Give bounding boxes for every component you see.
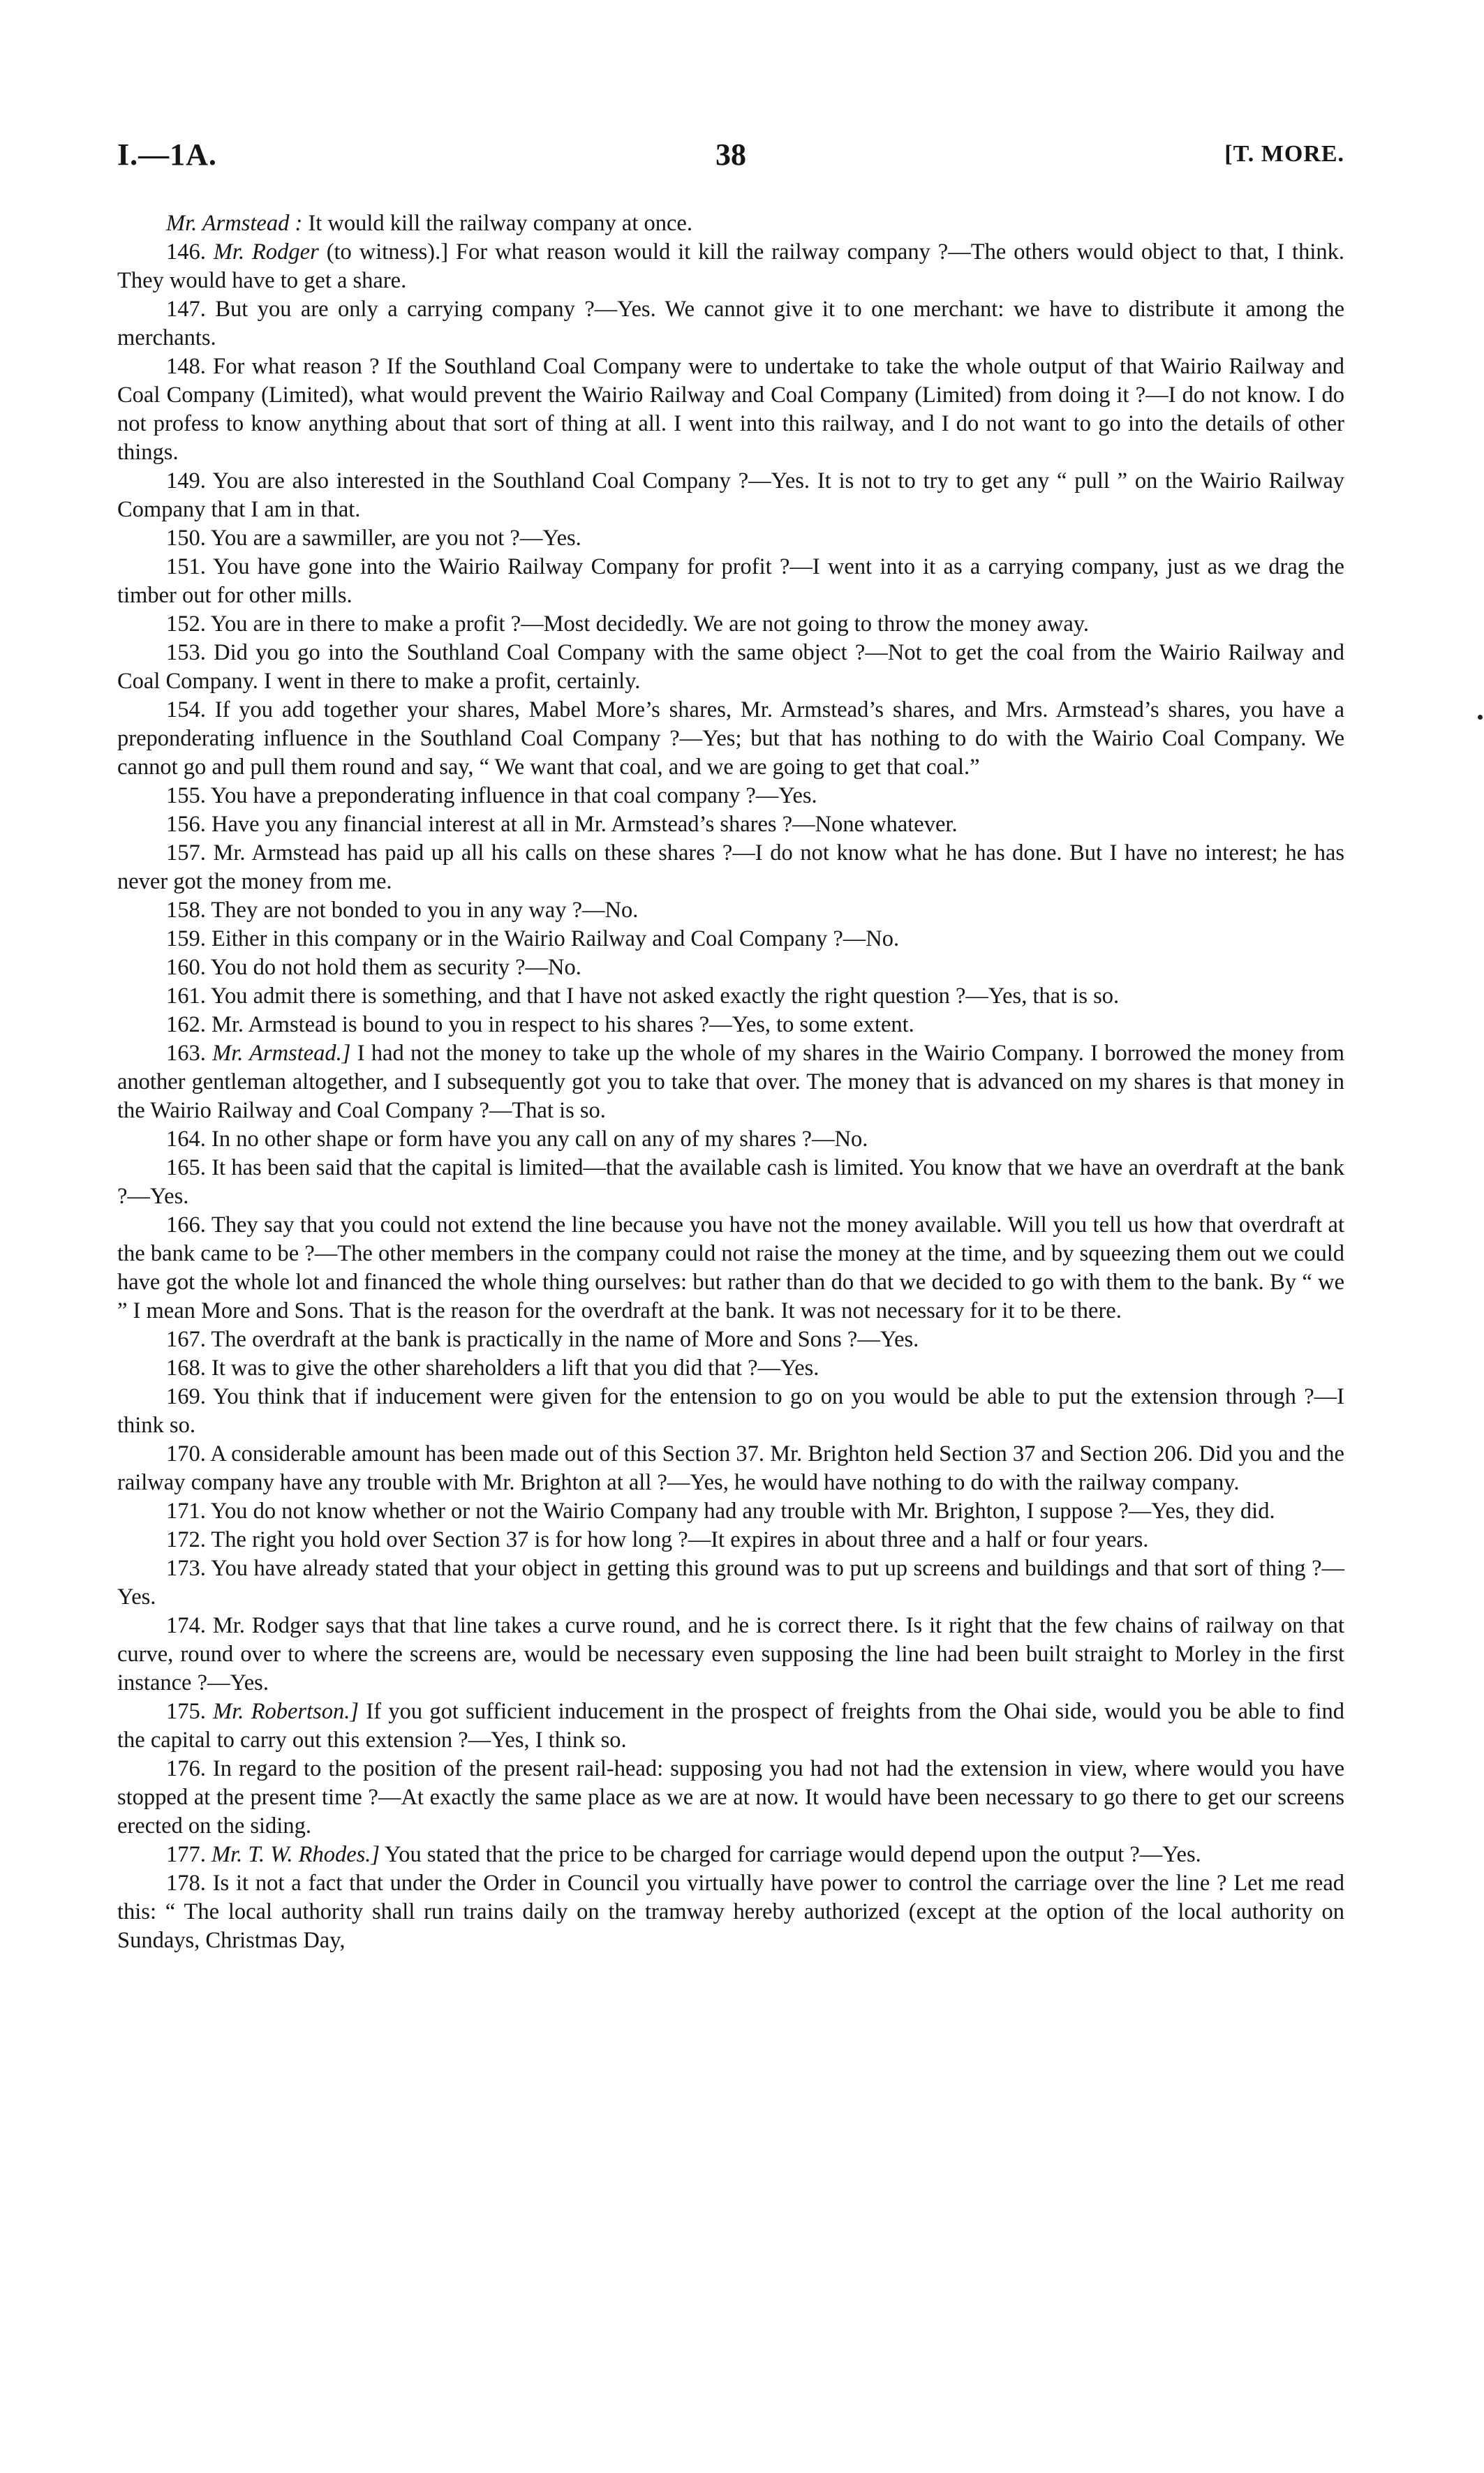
- paragraph-text: Mr. Armstead has paid up all his calls on these shares ?—I do not know what he has done. But I have no interest; he has never got the money from me.: [117, 840, 1345, 894]
- speaker-name: Mr. T. W. Rhodes.]: [212, 1842, 380, 1867]
- question-number: 165.: [166, 1155, 206, 1180]
- testimony-paragraph: [117, 1526, 1344, 1554]
- question-number: 172.: [166, 1527, 206, 1552]
- testimony-paragraph: [117, 953, 1344, 982]
- testimony-paragraph: [117, 896, 1344, 925]
- paragraph-text: Did you go into the Southland Coal Company with the same object ?—Not to get the coal from the Wairio Railway and Coal Company. I went in there to make a profit, certainly.: [117, 640, 1345, 694]
- paragraph-text: You admit there is something, and that I have not asked exactly the right question ?—Yes, that is so.: [210, 983, 1120, 1009]
- paragraph-text: You do not hold them as security ?—No.: [210, 955, 581, 980]
- testimony-paragraph: [117, 209, 1344, 238]
- testimony-paragraph: [117, 839, 1344, 896]
- paragraph-text: In regard to the position of the present rail-head: supposing you had not had the extension in view, where would you have stopped at the present time ?—At exactly the same place as we are at now. It would have been necessary to go there to get our screens erected on the siding.: [117, 1756, 1345, 1839]
- question-number: 152.: [166, 611, 206, 637]
- speaker-name: Mr. Rodger: [213, 239, 319, 265]
- paragraph-text: You have a preponderating influence in that coal company ?—Yes.: [210, 783, 817, 808]
- speaker-name: Mr. Robertson.]: [213, 1699, 359, 1724]
- paragraph-text: It has been said that the capital is limited—that the available cash is limited. You know that we have an overdraft at the bank ?—Yes.: [117, 1155, 1344, 1209]
- question-number: 171.: [166, 1499, 206, 1524]
- testimony-paragraph: [117, 1211, 1344, 1325]
- testimony-paragraph: [117, 352, 1344, 467]
- paragraph-text: In no other shape or form have you any call on any of my shares ?—No.: [212, 1127, 868, 1152]
- question-number: 154.: [166, 697, 206, 722]
- speck-mark: [1478, 715, 1483, 720]
- paragraph-text: You are a sawmiller, are you not ?—Yes.: [210, 526, 581, 551]
- question-number: 170.: [166, 1441, 206, 1466]
- question-number: 175.: [166, 1699, 206, 1724]
- paragraph-text: If you got sufficient inducement in the prospect of freights from the Ohai side, would you be able to find the capital to carry out this extension ?—Yes, I think so.: [117, 1699, 1345, 1753]
- testimony-paragraph: [117, 1383, 1344, 1440]
- question-number: 173.: [166, 1556, 206, 1581]
- paper-reference: I.—1A.: [117, 138, 217, 172]
- paragraph-text: Mr. Rodger says that that line takes a curve round, and he is correct there. Is it right that the few chains of railway on that curve, round over to where the screens are, would be necessary even supposing the line had been built straight to Morley in the first instance ?—Yes.: [117, 1613, 1345, 1695]
- paragraph-text: You think that if inducement were given for the entension to go on you would be able to put the extension through ?—I think so.: [117, 1384, 1344, 1438]
- testimony-paragraph: [117, 782, 1344, 810]
- testimony-paragraph: [117, 1011, 1344, 1039]
- paragraph-text: They are not bonded to you in any way ?—No.: [211, 898, 639, 923]
- paragraph-text: You are in there to make a profit ?—Most decidedly. We are not going to throw the money away.: [210, 611, 1090, 637]
- question-number: 156.: [166, 812, 206, 837]
- testimony-paragraph: [117, 238, 1344, 295]
- paragraph-text: If you add together your shares, Mabel More’s shares, Mr. Armstead’s shares, and Mrs. Armstead’s shares, you have a preponderating influence in the Southland Coal Company ?—Yes; but that has nothing to do with the Wairio Coal Company. We cannot go and pull them round and say, “ We want that coal, and we are going to get that coal.”: [117, 697, 1345, 780]
- testimony-paragraph: [117, 810, 1344, 839]
- page-header: [117, 133, 1344, 181]
- question-number: 176.: [166, 1756, 206, 1781]
- question-number: 155.: [166, 783, 206, 808]
- speaker-name: Mr. Armstead :: [166, 211, 303, 236]
- question-number: 150.: [166, 526, 206, 551]
- paragraph-text: (to witness).] For what reason would it kill the railway company ?—The others would object to that, I think. They would have to get a share.: [117, 239, 1344, 293]
- paragraph-text: You have gone into the Wairio Railway Company for profit ?—I went into it as a carrying company, just as we drag the timber out for other mills.: [117, 554, 1344, 608]
- testimony-paragraph: [117, 1698, 1344, 1755]
- question-number: 159.: [166, 926, 206, 951]
- paragraph-text: Mr. Armstead is bound to you in respect to his shares ?—Yes, to some extent.: [212, 1012, 914, 1037]
- paragraph-text: The overdraft at the bank is practically in the name of More and Sons ?—Yes.: [211, 1327, 919, 1352]
- question-number: 164.: [166, 1127, 206, 1152]
- testimony-paragraph: [117, 524, 1344, 553]
- testimony-paragraph: [117, 696, 1344, 782]
- testimony-paragraph: [117, 925, 1344, 953]
- question-number: 148.: [166, 354, 206, 379]
- paragraph-text: But you are only a carrying company ?—Yes. We cannot give it to one merchant: we have to distribute it among the merchants.: [117, 297, 1345, 350]
- question-number: 151.: [166, 554, 206, 579]
- question-number: 149.: [166, 468, 206, 493]
- question-number: 167.: [166, 1327, 206, 1352]
- paragraph-text: Is it not a fact that under the Order in Council you virtually have power to control the carriage over the line ? Let me read this: “ The local authority shall run trains daily on the tramway hereby authorized (except at the option of the local authority on Sundays, Christmas Day,: [117, 1871, 1344, 1953]
- testimony-paragraph: [117, 1841, 1344, 1869]
- testimony-paragraph: [117, 610, 1344, 639]
- question-number: 153.: [166, 640, 206, 665]
- testimony-paragraph: [117, 1612, 1344, 1698]
- question-number: 168.: [166, 1356, 206, 1381]
- paragraph-text: It would kill the railway company at once.: [302, 211, 692, 236]
- testimony-paragraph: [117, 295, 1344, 352]
- testimony-paragraph: [117, 1554, 1344, 1612]
- testimony-paragraph: [117, 1440, 1344, 1497]
- testimony-paragraph: [117, 1039, 1344, 1125]
- paragraph-text: I had not the money to take up the whole of my shares in the Wairio Company. I borrowed the money from another gentleman altogether, and I subsequently got you to take that over. The money that is advanced on my shares is that money in the Wairio Railway and Coal Company ?—That is so.: [117, 1041, 1344, 1123]
- question-number: 174.: [166, 1613, 206, 1638]
- speaker-name: Mr. Armstead.]: [212, 1041, 351, 1066]
- paragraph-text: For what reason ? If the Southland Coal Company were to undertake to take the whole output of that Wairio Railway and Coal Company (Limited), what would prevent the Wairio Railway and Coal Company (Limited) from doing it ?—I do not know. I do not profess to know anything about that sort of thing at all. I went into this railway, and I do not want to go into the details of other things.: [117, 354, 1344, 465]
- testimony-paragraph: [117, 982, 1344, 1011]
- testimony-paragraph: [117, 467, 1344, 524]
- testimony-paragraph: [117, 553, 1344, 610]
- testimony-paragraph: [117, 1497, 1344, 1526]
- question-number: 161.: [166, 983, 206, 1009]
- question-number: 160.: [166, 955, 206, 980]
- question-number: 163.: [166, 1041, 206, 1066]
- paragraph-text: Have you any financial interest at all in Mr. Armstead’s shares ?—None whatever.: [212, 812, 958, 837]
- question-number: 157.: [166, 840, 206, 866]
- question-number: 147.: [166, 297, 206, 322]
- paragraph-text: You have already stated that your object in getting this ground was to put up screens and buildings and that sort of thing ?—Yes.: [117, 1556, 1344, 1610]
- testimony-paragraph: [117, 1325, 1344, 1354]
- paragraph-text: It was to give the other shareholders a lift that you did that ?—Yes.: [212, 1356, 819, 1381]
- paragraph-text: The right you hold over Section 37 is for how long ?—It expires in about three and a half or four years.: [211, 1527, 1149, 1552]
- testimony-paragraph: [117, 639, 1344, 696]
- paragraph-text: A considerable amount has been made out of this Section 37. Mr. Brighton held Section 37 and Section 206. Did you and the railway company have any trouble with Mr. Brighton at all ?—Yes, he would have nothing to do with the railway company.: [117, 1441, 1344, 1495]
- question-number: 177.: [166, 1842, 206, 1867]
- question-number: 146.: [166, 239, 206, 265]
- paragraph-text: Either in this company or in the Wairio Railway and Coal Company ?—No.: [212, 926, 900, 951]
- paragraph-text: You are also interested in the Southland Coal Company ?—Yes. It is not to try to get any “ pull ” on the Wairio Railway Company that I am in that.: [117, 468, 1344, 522]
- testimony-paragraph: [117, 1125, 1344, 1154]
- testimony-paragraph: [117, 1354, 1344, 1383]
- testimony-paragraph: [117, 1755, 1344, 1841]
- question-number: 169.: [166, 1384, 206, 1409]
- testimony-paragraph: [117, 1869, 1344, 1955]
- document-body: [117, 209, 1344, 1955]
- testimony-paragraph: [117, 1154, 1344, 1211]
- witness-name: [T. MORE.: [1224, 141, 1344, 167]
- page-number: 38: [715, 138, 746, 172]
- question-number: 162.: [166, 1012, 206, 1037]
- paragraph-text: You do not know whether or not the Wairio Company had any trouble with Mr. Brighton, I suppose ?—Yes, they did.: [210, 1499, 1275, 1524]
- question-number: 158.: [166, 898, 206, 923]
- paragraph-text: You stated that the price to be charged for carriage would depend upon the output ?—Yes.: [380, 1842, 1201, 1867]
- paragraph-text: They say that you could not extend the line because you have not the money available. Will you tell us how that overdraft at the bank came to be ?—The other members in the company could not raise the money at the time, and by squeezing them out we could have got the whole lot and financed the whole thing ourselves: but rather than do that we decided to go with them to the bank. By “ we ” I mean More and Sons. That is the reason for the overdraft at the bank. It was not necessary for it to be there.: [117, 1212, 1345, 1323]
- question-number: 178.: [166, 1871, 206, 1896]
- question-number: 166.: [166, 1212, 206, 1238]
